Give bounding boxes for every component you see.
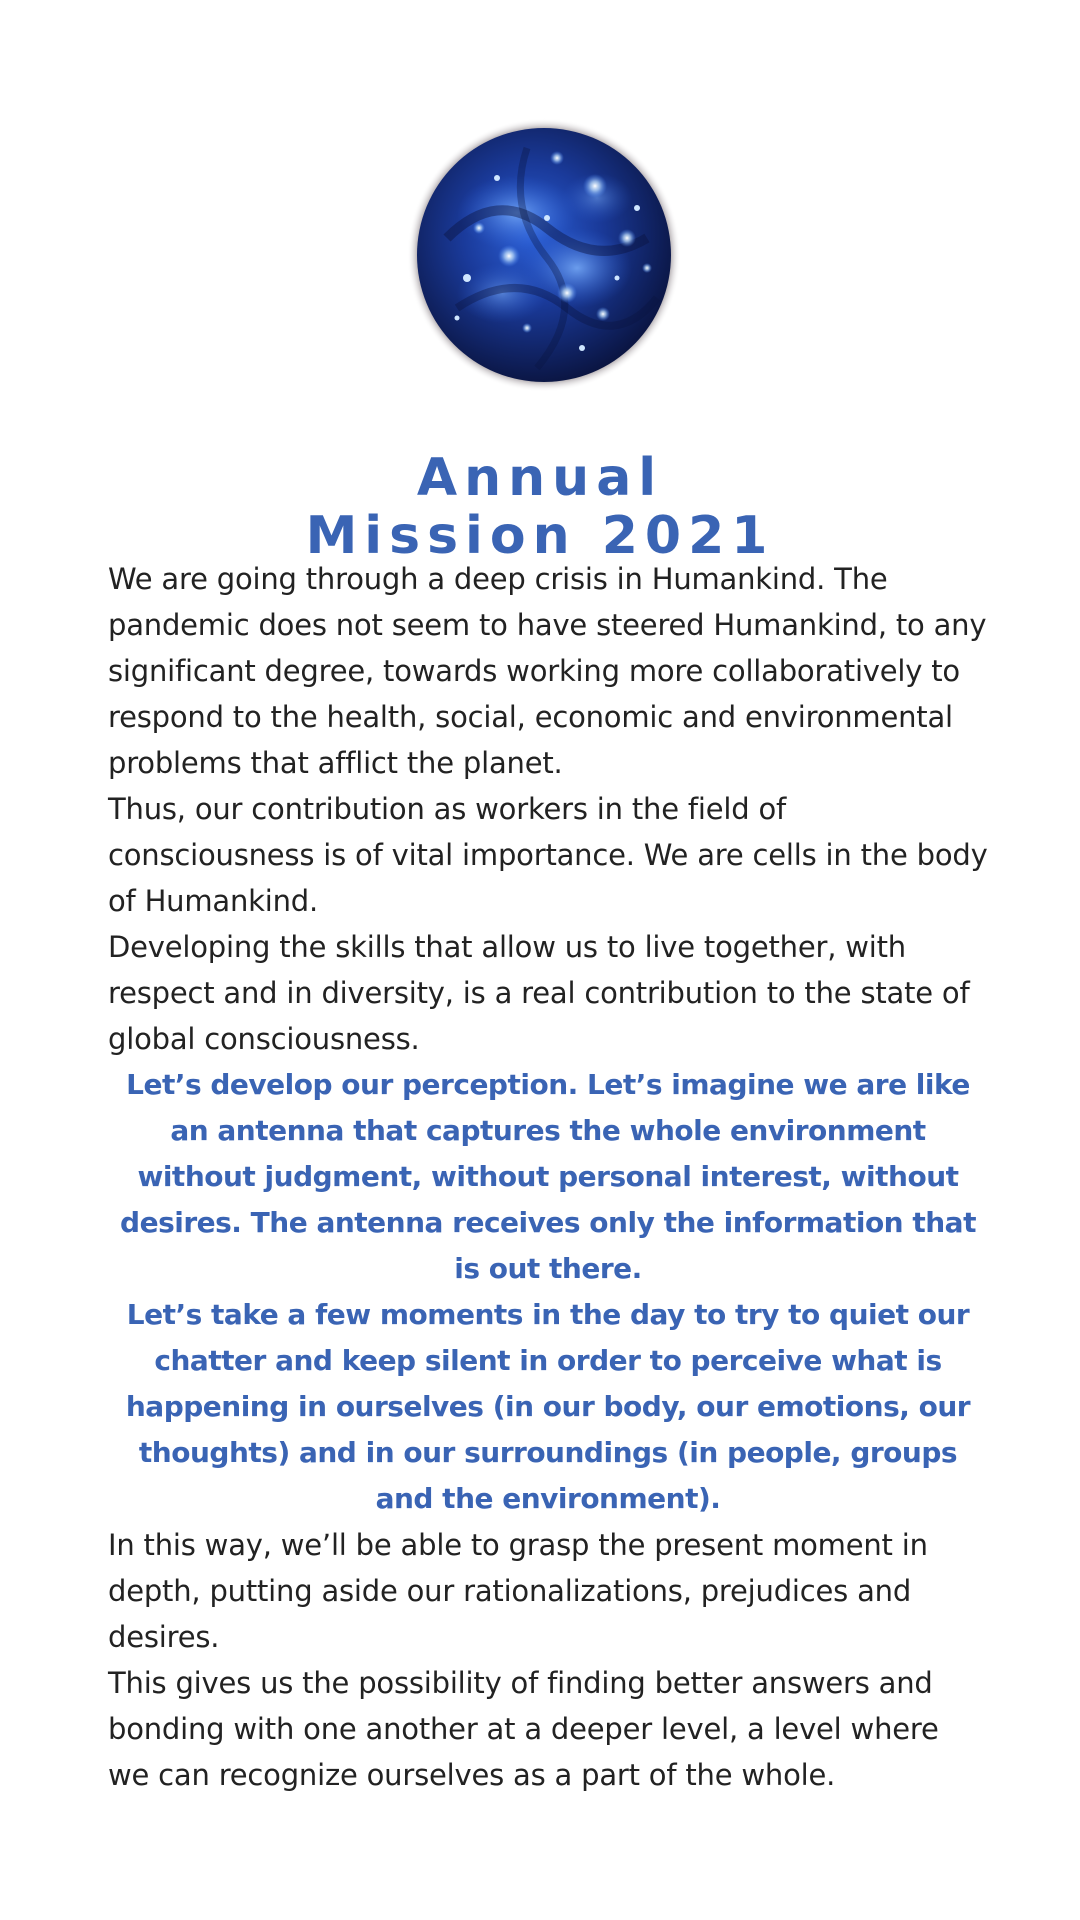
paragraph-contribution: Thus, our contribution as workers in the field of consciousness is of vital importance. We are cells in the body of Humankind. <box>108 792 988 918</box>
title-line-2: Mission 2021 <box>305 505 775 566</box>
paragraph-perception: Let’s develop our perception. Let’s imagine we are like an antenna that captures the whole environment without judgment, without personal interest, without desires. The antenna receives only the information that is out there. <box>120 1068 976 1285</box>
title-line-1: Annual <box>416 447 664 508</box>
galaxy-globe-icon <box>407 118 681 392</box>
page-title <box>0 449 1080 565</box>
paragraph-silence: Let’s take a few moments in the day to try to quiet our chatter and keep silent in order to perceive what is happening in ourselves (in our body, our emotions, our thoughts) and in our surroundings (in people, groups and the environment). <box>125 1298 971 1515</box>
paragraph-bonding: This gives us the possibility of finding better answers and bonding with one another at a deeper level, a level where we can recognize ourselves as a part of the whole. <box>108 1666 939 1792</box>
paragraph-skills: Developing the skills that allow us to live together, with respect and in diversity, is a real contribution to the state of global consciousness. <box>108 930 970 1056</box>
paragraph-present-moment: In this way, we’ll be able to grasp the present moment in depth, putting aside our rationalizations, prejudices and desires. <box>108 1528 928 1654</box>
paragraph-crisis: We are going through a deep crisis in Humankind. The pandemic does not seem to have steered Humankind, to any significant degree, towards working more collaboratively to respond to the health, social, economic and environmental problems that afflict the planet. <box>108 562 987 780</box>
mission-body <box>108 556 988 1798</box>
